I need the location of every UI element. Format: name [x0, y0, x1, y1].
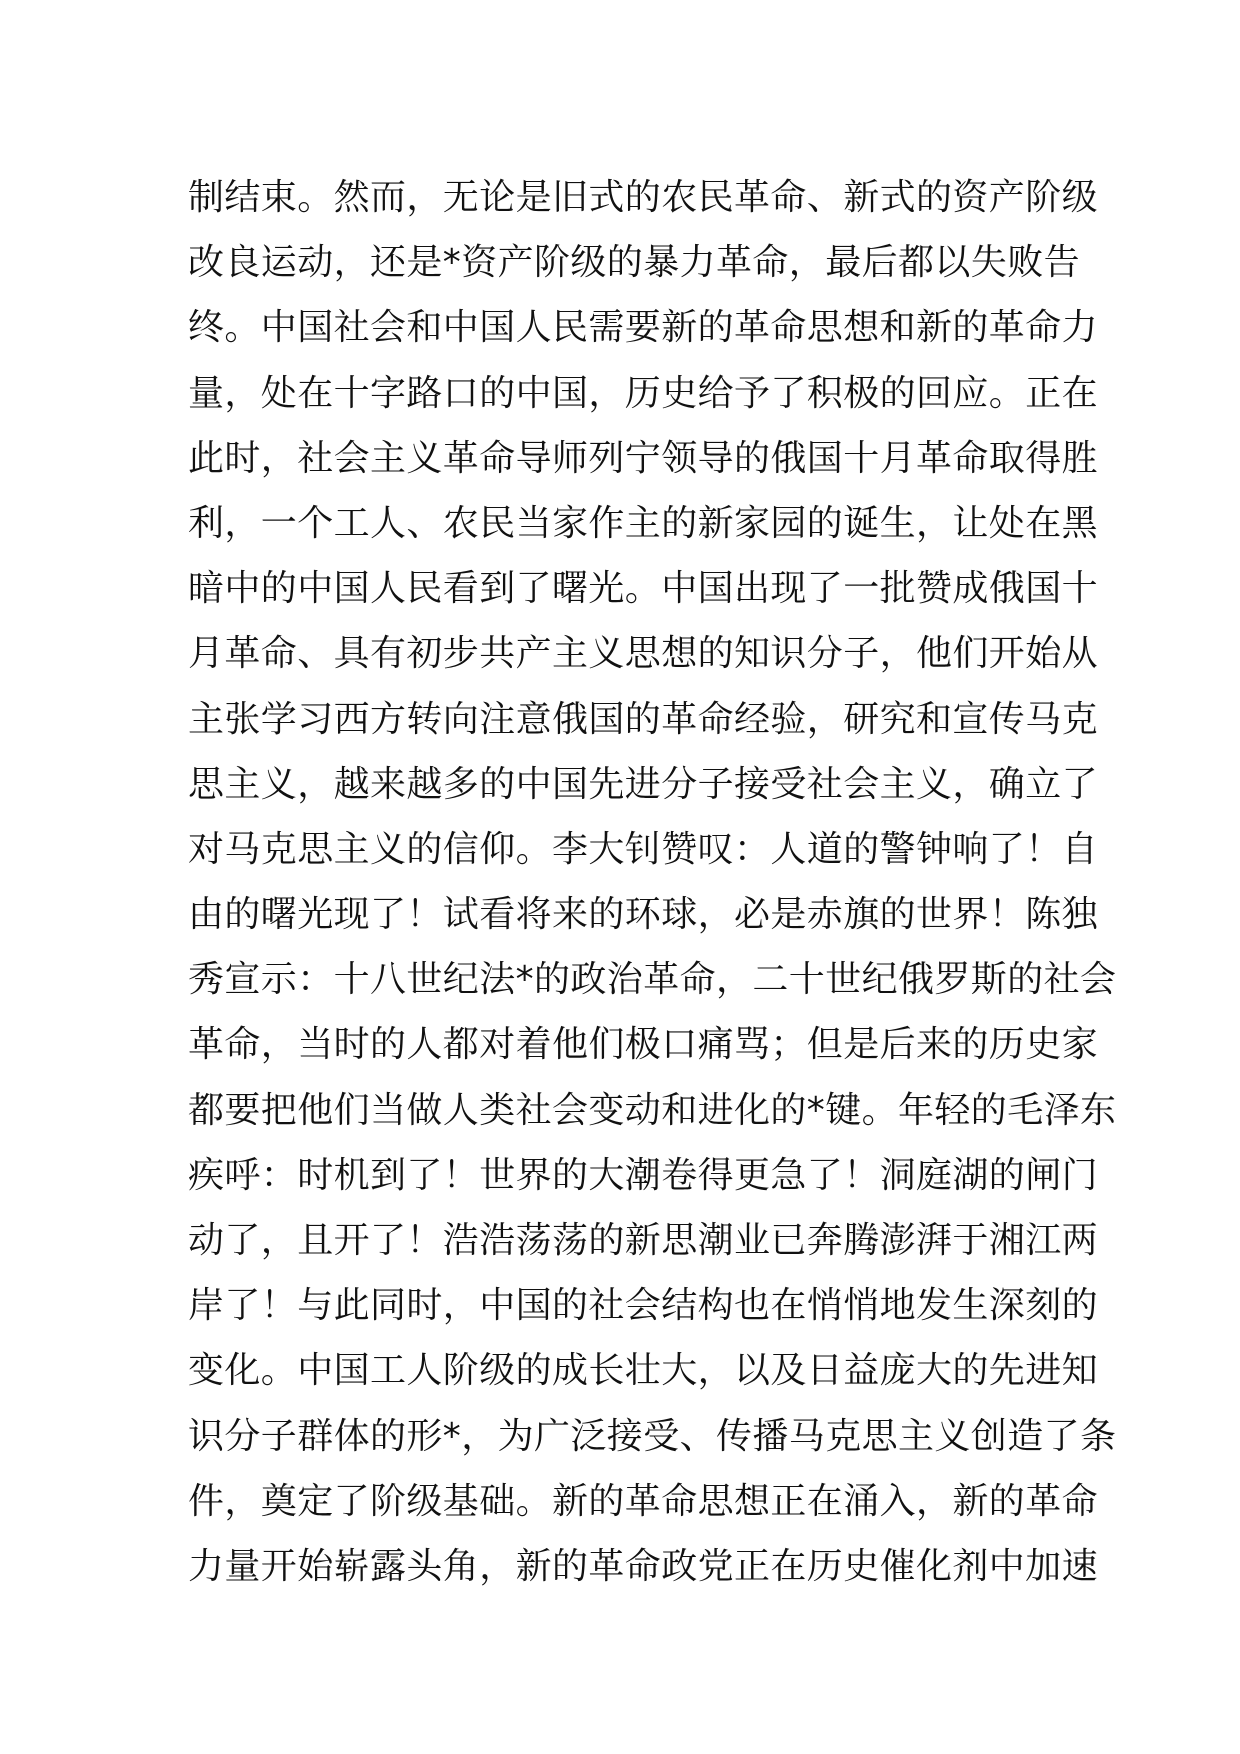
- text-line: 件，奠定了阶级基础。新的革命思想正在涌入，新的革命: [188, 1480, 1099, 1522]
- text-line: 终。中国社会和中国人民需要新的革命思想和新的革命力: [188, 307, 1099, 349]
- text-line: 主张学习西方转向注意俄国的革命经验，研究和宣传马克: [188, 698, 1099, 740]
- text-line: 革命，当时的人都对着他们极口痛骂；但是后来的历史家: [188, 1024, 1099, 1066]
- text-line: 量，处在十字路口的中国，历史给予了积极的回应。正在: [188, 372, 1099, 414]
- text-line: 利，一个工人、农民当家作主的新家园的诞生，让处在黑: [188, 502, 1099, 544]
- body-paragraph: [188, 165, 1117, 1599]
- text-line: 暗中的中国人民看到了曙光。中国出现了一批赞成俄国十: [188, 568, 1099, 610]
- text-line: 变化。中国工人阶级的成长壮大，以及日益庞大的先进知: [188, 1350, 1099, 1392]
- text-line: 秀宣示：十八世纪法*的政治革命，二十世纪俄罗斯的社会: [188, 959, 1117, 1001]
- text-line: 都要把他们当做人类社会变动和进化的*键。年轻的毛泽东: [188, 1089, 1117, 1131]
- text-line: 此时，社会主义革命导师列宁领导的俄国十月革命取得胜: [188, 437, 1099, 479]
- text-line: 对马克思主义的信仰。李大钊赞叹：人道的警钟响了！自: [188, 828, 1099, 870]
- text-line: 月革命、具有初步共产主义思想的知识分子，他们开始从: [188, 633, 1099, 675]
- text-line: 改良运动，还是*资产阶级的暴力革命，最后都以失败告: [188, 242, 1081, 284]
- text-line: 疾呼：时机到了！世界的大潮卷得更急了！洞庭湖的闸门: [188, 1154, 1099, 1196]
- text-line: 力量开始崭露头角，新的革命政党正在历史催化剂中加速: [188, 1545, 1099, 1587]
- text-line: 思主义，越来越多的中国先进分子接受社会主义，确立了: [188, 763, 1099, 805]
- text-line: 由的曙光现了！试看将来的环球，必是赤旗的世界！陈独: [188, 894, 1099, 936]
- text-line: 制结束。然而，无论是旧式的农民革命、新式的资产阶级: [188, 177, 1099, 218]
- text-line: 岸了！与此同时，中国的社会结构也在悄悄地发生深刻的: [188, 1285, 1099, 1327]
- text-line: 动了，且开了！浩浩荡荡的新思潮业已奔腾澎湃于湘江两: [188, 1220, 1099, 1261]
- text-line: 识分子群体的形*，为广泛接受、传播马克思主义创造了条: [188, 1415, 1117, 1457]
